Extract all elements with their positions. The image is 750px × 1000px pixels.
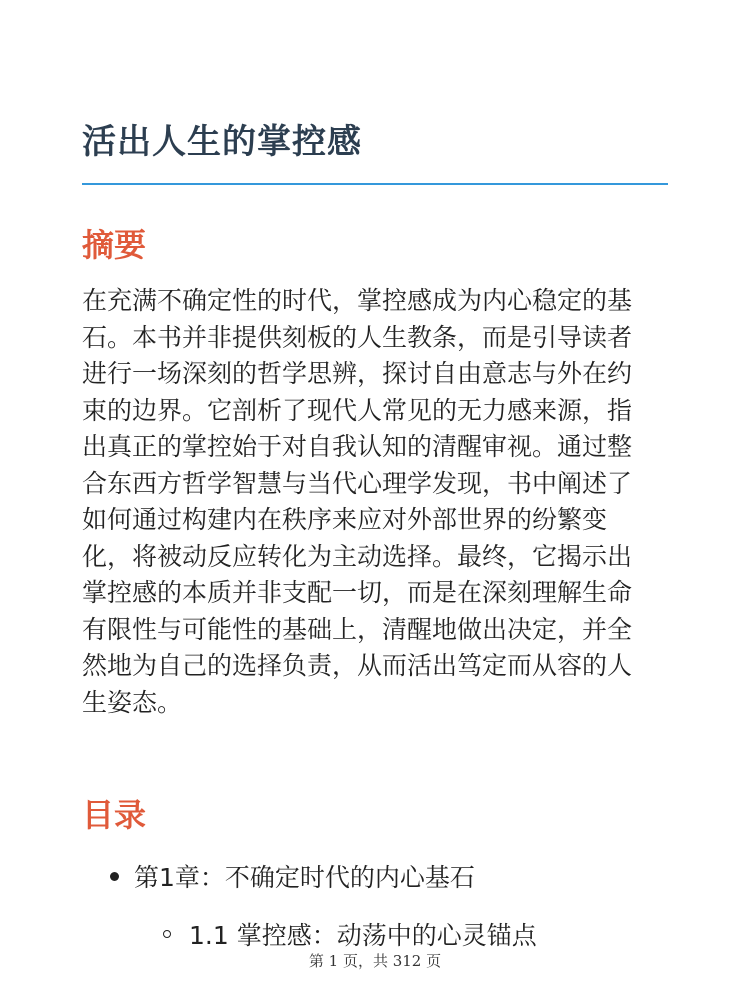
abstract-line: 化，将被动反应转化为主动选择。最终，它揭示出 bbox=[82, 541, 633, 571]
bullet-disc-icon bbox=[110, 872, 119, 881]
abstract-line: 有限性与可能性的基础上，清醒地做出决定，并全 bbox=[82, 614, 633, 644]
abstract-line: 生姿态。 bbox=[82, 687, 183, 717]
abstract-line: 出真正的掌控始于对自我认知的清醒审视。通过整 bbox=[82, 432, 633, 461]
toc-chapter-item[interactable] bbox=[110, 858, 475, 894]
abstract-line: 合东西方哲学智慧与当代心理学发现，书中阐述了 bbox=[82, 468, 633, 498]
page-number-footer: 第 1 页，共 312 页 bbox=[308, 952, 442, 970]
abstract-line: 掌控感的本质并非支配一切，而是在深刻理解生命 bbox=[82, 578, 633, 607]
abstract-line: 如何通过构建内在秩序来应对外部世界的纷繁变 bbox=[82, 505, 608, 534]
bullet-circle-icon bbox=[163, 930, 171, 938]
abstract-line: 然地为自己的选择负责，从而活出笃定而从容的人 bbox=[82, 651, 633, 680]
toc-heading: 目录 bbox=[82, 796, 147, 834]
abstract-line: 束的边界。它剖析了现代人常见的无力感来源，指 bbox=[82, 395, 633, 425]
abstract-body bbox=[82, 283, 632, 721]
abstract-line: 进行一场深刻的哲学思辨，探讨自由意志与外在约 bbox=[82, 359, 633, 388]
abstract-heading: 摘要 bbox=[82, 226, 147, 264]
abstract-line: 石。本书并非提供刻板的人生教条，而是引导读者 bbox=[82, 322, 633, 352]
title-divider bbox=[82, 183, 668, 185]
toc-chapter-label: 第1章：不确定时代的内心基石 bbox=[134, 863, 475, 892]
abstract-line: 在充满不确定性的时代，掌控感成为内心稳定的基 bbox=[82, 286, 633, 315]
document-title: 活出人生的掌控感 bbox=[82, 122, 362, 162]
toc-section-label: 1.1 掌控感：动荡中的心灵锚点 bbox=[189, 921, 537, 950]
toc-section-item[interactable] bbox=[163, 916, 537, 952]
